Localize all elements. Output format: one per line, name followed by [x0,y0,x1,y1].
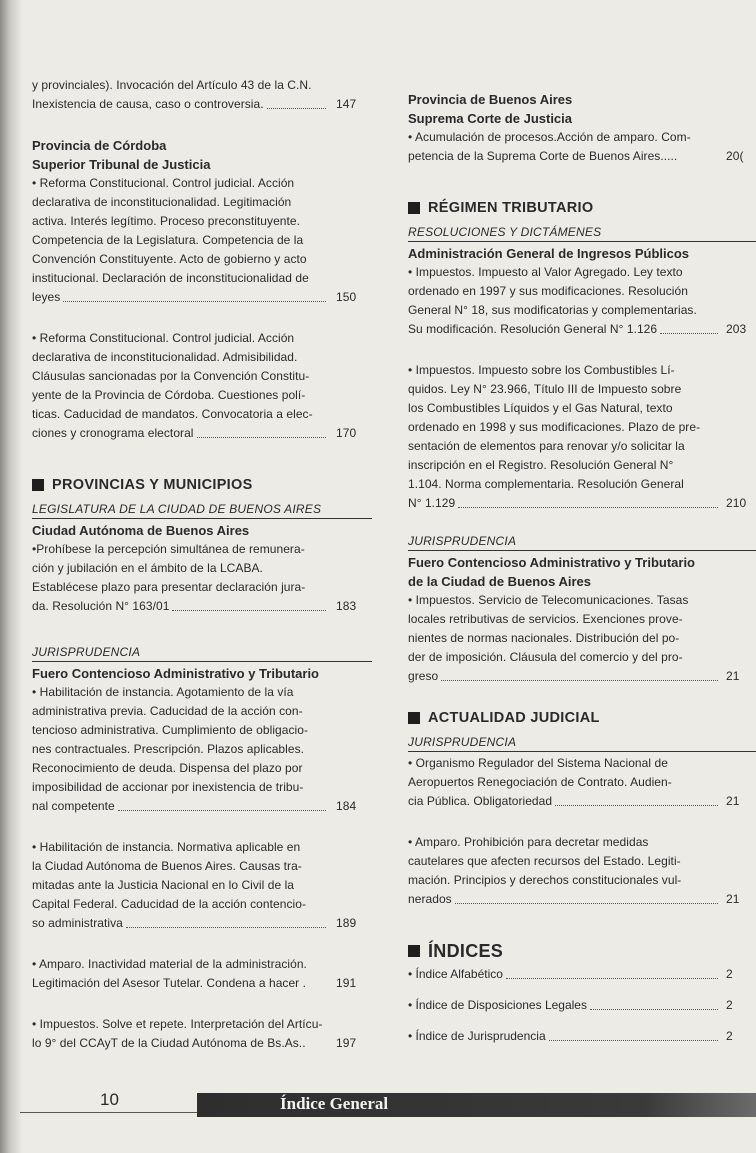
page-number: 21 [726,892,740,906]
leader-dots [555,805,718,806]
court-heading: Provincia de Córdoba [32,138,167,153]
leader-dots [197,437,326,438]
category-heading: Ciudad Autónoma de Buenos Aires [32,523,250,538]
page-number: 191 [336,976,357,990]
page-number: 150 [336,290,357,304]
page-number: 21 [726,794,740,808]
index-entry: • Índice de Jurisprudencia 2 [408,1027,756,1046]
square-bullet-icon [408,712,420,724]
category-heading: Fuero Contencioso Administrativo y Tributario [408,555,695,570]
leader-dots [660,333,718,334]
leader-dots [458,507,718,508]
court-subheading: Superior Tribunal de Justicia [32,157,211,172]
section-heading: ACTUALIDAD JUDICIAL [408,708,756,728]
footer-title: Índice General [280,1094,389,1113]
square-bullet-icon [408,945,420,957]
category-label: LEGISLATURA DE LA CIUDAD DE BUENOS AIRES [32,501,372,519]
toc-entry: • Impuestos. Servicio de Telecomunicaciones. Tasas locales retributivas de servicios. Exenciones prove- nientes de normas nacionales. Distribución del po- der de imposición. Cláusula del comercio y del pro- greso 21 [408,591,756,686]
toc-entry: • Organismo Regulador del Sistema Nacional de Aeropuertos Renegociación de Contrato. Audien- cia Pública. Obligatoriedad 21 [408,754,756,811]
page-number: 184 [336,799,357,813]
toc-entry: y provinciales). Invocación del Artículo 43 de la C.N. Inexistencia de causa, caso o controversia. 147 [32,76,372,114]
section-heading: ÍNDICES [408,941,756,961]
court-heading: Provincia de Buenos Aires [408,92,573,107]
toc-entry: • Impuestos. Impuesto sobre los Combustibles Lí- quidos. Ley N° 23.966, Título III de Impuesto sobre los Combustibles Líquidos y el Gas Natural, texto ordenado en 1998 y sus modificaciones. Plazo de pre- sentación de elementos para renovar y/o solicitar la inscripción en el Registro. Resolución General N° 1.104. Norma complementaria. Resolución General N° 1.129 210 [408,361,756,513]
page-number: 170 [336,426,357,440]
toc-entry: • Reforma Constitucional. Control judicial. Acción declarativa de inconstitucionalidad. Legitimación activa. Interés legítimo. Proceso preconstituyente. Competencia de la Legislatura. Competencia de la Convención Constituyente. Acto de gobierno y acto institucional. Declaración de inconstitucionalidad de leyes 150 [32,174,372,307]
square-bullet-icon [32,479,44,491]
category-label: JURISPRUDENCIA [408,533,756,551]
left-column [32,76,372,1053]
section-heading: PROVINCIAS Y MUNICIPIOS [32,475,372,495]
page-number: 210 [726,496,747,510]
page-number: 189 [336,916,357,930]
page-number: 203 [726,322,747,336]
toc-entry: • Impuestos. Solve et repete. Interpretación del Artícu- lo 9° del CCAyT de la Ciudad Autónoma de Bs.As.. 197 [32,1015,372,1053]
page-number: 2 [726,1029,733,1043]
category-label: JURISPRUDENCIA [32,644,372,662]
index-entry: • Índice de Disposiciones Legales 2 [408,996,756,1015]
category-heading: de la Ciudad de Buenos Aires [408,574,592,589]
category-label: RESOLUCIONES Y DICTÁMENES [408,224,756,242]
toc-entry: • Acumulación de procesos.Acción de amparo. Com- petencia de la Suprema Corte de Buenos Aires..... 20( [408,128,756,166]
square-bullet-icon [408,202,420,214]
page-binding-shadow [0,0,22,1153]
page-number: 2 [726,998,733,1012]
leader-dots [267,108,326,109]
leader-dots [455,903,718,904]
toc-entry: •Prohíbese la percepción simultánea de remunera- ción y jubilación en el ámbito de la LCABA. Establécese plazo para presentar declaración jura- da. Resolución N° 163/01 183 [32,540,372,616]
leader-dots [590,1009,718,1010]
leader-dots [118,810,326,811]
page-number: 183 [336,599,357,613]
toc-entry: • Reforma Constitucional. Control judicial. Acción declarativa de inconstitucionalidad. Admisibilidad. Cláusulas sancionadas por la Convención Constitu- yente de la Provincia de Córdoba. Cuestiones polí- ticas. Caducidad de mandatos. Convocatoria a elec- ciones y cronograma electoral 170 [32,329,372,443]
category-heading: Administración General de Ingresos Públicos [408,246,690,261]
section-heading: RÉGIMEN TRIBUTARIO [408,198,756,218]
leader-dots [172,610,326,611]
toc-entry: • Habilitación de instancia. Agotamiento de la vía administrativa previa. Caducidad de la acción con- tencioso administrativa. Cumplimiento de obligacio- nes contractuales. Prescripción. Plazos aplicables. Reconocimiento de deuda. Dispensa del plazo por imposibilidad de accionar por inexistencia de tribu- nal competente 184 [32,683,372,816]
page-number: 2 [726,967,733,981]
court-subheading: Suprema Corte de Justicia [408,111,572,126]
leader-dots [126,927,326,928]
page-number: 147 [336,97,357,111]
category-label: JURISPRUDENCIA [408,734,756,752]
leader-dots [63,301,326,302]
leader-dots [549,1040,718,1041]
folio-number: 10 [100,1090,119,1109]
page-number: 197 [336,1036,357,1050]
toc-entry: • Habilitación de instancia. Normativa aplicable en la Ciudad Autónoma de Buenos Aires. Causas tra- mitadas ante la Justicia Nacional en lo Civil de la Capital Federal. Caducidad de la acción contencio- so administrativa 189 [32,838,372,933]
page-number: 21 [726,669,740,683]
toc-entry: • Amparo. Prohibición para decretar medidas cautelares que afecten recursos del Estado. Legiti- mación. Principios y derechos constitucionales vul- nerados 21 [408,833,756,909]
leader-dots [441,680,718,681]
right-column [408,76,756,1046]
page-number: 20( [726,149,744,163]
toc-entry: • Amparo. Inactividad material de la administración. Legitimación del Asesor Tutelar. Condena a hacer . 191 [32,955,372,993]
leader-dots [506,978,718,979]
toc-entry: • Impuestos. Impuesto al Valor Agregado. Ley texto ordenado en 1997 y sus modificaciones. Resolución General N° 18, sus modificatorias y complementarias. Su modificación. Resolución General N° 1.126 203 [408,263,756,339]
index-entry: • Índice Alfabético 2 [408,965,756,984]
category-heading: Fuero Contencioso Administrativo y Tributario [32,666,319,681]
